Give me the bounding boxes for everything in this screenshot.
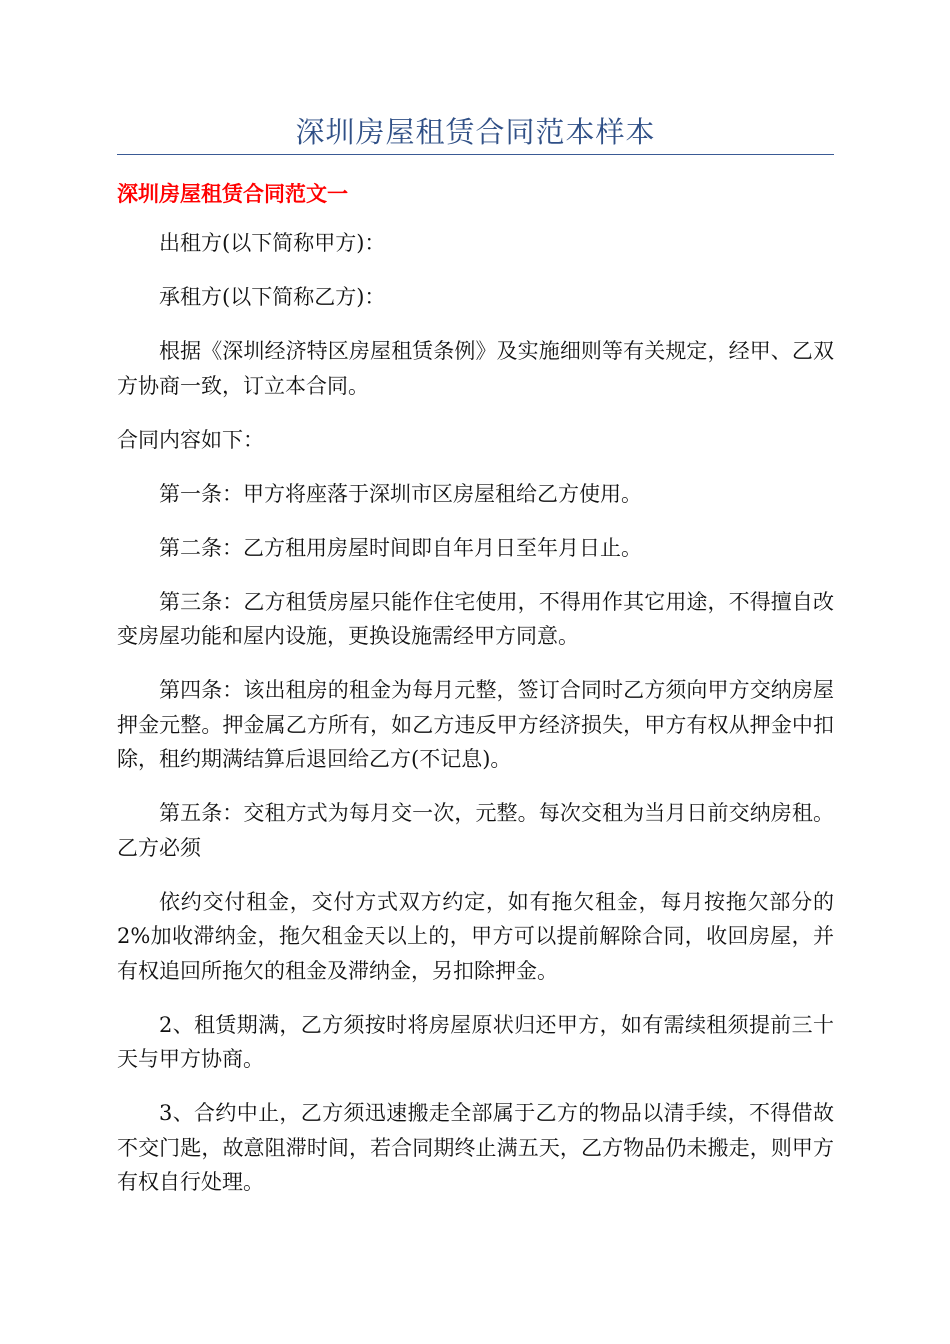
- paragraph-clause-2: 2、租赁期满，乙方须按时将房屋原状归还甲方，如有需续租须提前三十天与甲方协商。: [117, 1012, 834, 1071]
- paragraph-payment-terms: 依约交付租金，交付方式双方约定，如有拖欠租金，每月按拖欠部分的2%加收滞纳金，拖欠租金天以上的，甲方可以提前解除合同，收回房屋，并有权追回所拖欠的租金及滞纳金，另扣除押金。: [117, 889, 834, 983]
- paragraph-lessor: 出租方(以下简称甲方)：: [159, 231, 386, 255]
- paragraph-article-5: 第五条：交租方式为每月交一次，元整。每次交租为当月日前交纳房租。乙方必须: [117, 801, 834, 860]
- paragraph-article-4: 第四条：该出租房的租金为每月元整，签订合同时乙方须向甲方交纳房屋押金元整。押金属乙方所有，如乙方违反甲方经济损失，甲方有权从押金中扣除，租约期满结算后退回给乙方(不记息)。: [117, 678, 834, 771]
- paragraph-clause-3: 3、合约中止，乙方须迅速搬走全部属于乙方的物品以清手续，不得借故不交门匙，故意阻滞时间，若合同期终止满五天，乙方物品仍未搬走，则甲方有权自行处理。: [117, 1101, 834, 1194]
- paragraph-article-2: 第二条：乙方租用房屋时间即自年月日至年月日止。: [159, 535, 642, 560]
- title-divider: [117, 154, 834, 155]
- paragraph-preamble: 根据《深圳经济特区房屋租赁条例》及实施细则等有关规定，经甲、乙双方协商一致，订立本合同。: [117, 339, 834, 398]
- paragraph-article-1: 第一条：甲方将座落于深圳市区房屋租给乙方使用。: [159, 481, 642, 506]
- document-body: [117, 226, 834, 1219]
- paragraph-lessee: 承租方(以下简称乙方)：: [159, 285, 386, 309]
- section-heading: 深圳房屋租赁合同范文一: [117, 182, 348, 206]
- document-title: 深圳房屋租赁合同范本样本: [295, 115, 656, 149]
- paragraph-contents-intro: 合同内容如下：: [117, 427, 264, 452]
- paragraph-article-3: 第三条：乙方租赁房屋只能作住宅使用，不得用作其它用途，不得擅自改变房屋功能和屋内设施，更换设施需经甲方同意。: [117, 589, 834, 648]
